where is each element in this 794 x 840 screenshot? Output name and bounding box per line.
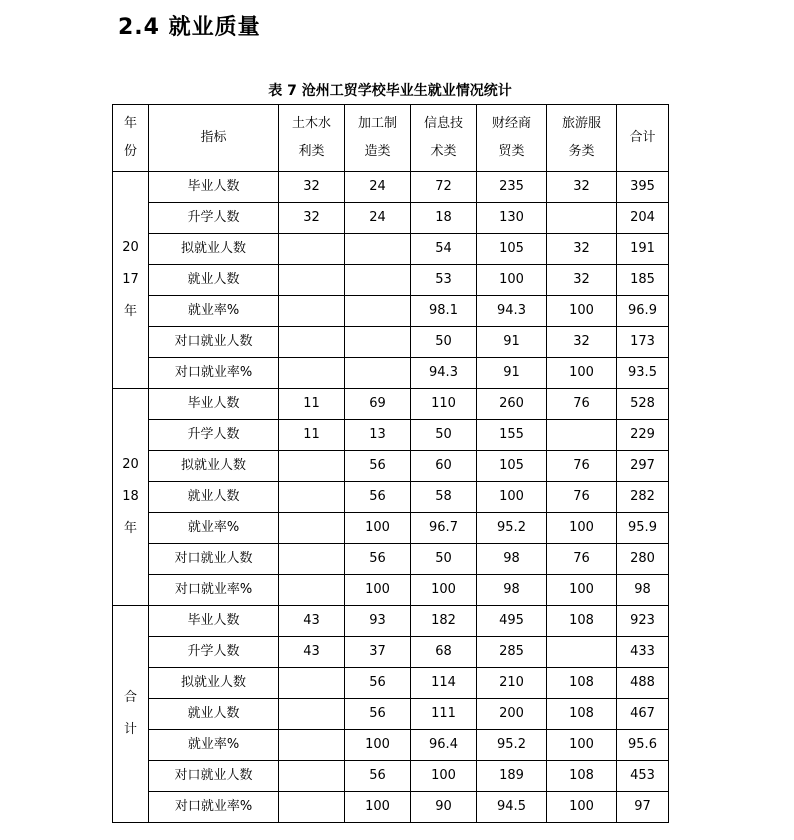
table-row [113,668,669,699]
total-cell: 95.9 [617,513,669,544]
indicator-cell: 就业率% [149,296,279,327]
value-cell: 13 [345,420,411,451]
value-cell: 108 [547,761,617,792]
table-row [113,358,669,389]
value-cell: 285 [477,637,547,668]
value-cell: 100 [411,761,477,792]
header-year: 年 份 [113,105,149,172]
value-cell: 100 [547,296,617,327]
value-cell [279,234,345,265]
value-cell: 69 [345,389,411,420]
value-cell: 105 [477,234,547,265]
table-row [113,327,669,358]
value-cell: 54 [411,234,477,265]
value-cell: 108 [547,668,617,699]
value-cell: 94.5 [477,792,547,823]
indicator-cell: 就业率% [149,513,279,544]
value-cell [279,358,345,389]
value-cell: 91 [477,358,547,389]
header-col-tourism: 旅游服 务类 [547,105,617,172]
indicator-cell: 毕业人数 [149,606,279,637]
value-cell: 182 [411,606,477,637]
value-cell: 18 [411,203,477,234]
table-row [113,265,669,296]
indicator-cell: 对口就业率% [149,792,279,823]
section-title: 2.4 就业质量 [118,15,261,40]
value-cell [547,637,617,668]
indicator-cell: 升学人数 [149,637,279,668]
table-row [113,792,669,823]
value-cell: 155 [477,420,547,451]
table-row [113,203,669,234]
value-cell [279,668,345,699]
total-cell: 453 [617,761,669,792]
table-row [113,420,669,451]
value-cell: 100 [345,792,411,823]
value-cell: 50 [411,420,477,451]
total-cell: 93.5 [617,358,669,389]
value-cell: 56 [345,761,411,792]
total-cell: 297 [617,451,669,482]
value-cell: 56 [345,482,411,513]
value-cell: 100 [477,265,547,296]
indicator-cell: 就业人数 [149,482,279,513]
value-cell: 24 [345,172,411,203]
value-cell: 76 [547,451,617,482]
value-cell: 58 [411,482,477,513]
value-cell: 43 [279,606,345,637]
value-cell: 96.7 [411,513,477,544]
year-group-label: 20 17 年 [113,172,149,389]
total-cell: 433 [617,637,669,668]
table-row [113,575,669,606]
total-cell: 395 [617,172,669,203]
value-cell: 95.2 [477,730,547,761]
value-cell: 50 [411,327,477,358]
value-cell: 94.3 [477,296,547,327]
total-cell: 229 [617,420,669,451]
indicator-cell: 升学人数 [149,203,279,234]
value-cell [279,699,345,730]
total-cell: 923 [617,606,669,637]
value-cell: 100 [345,730,411,761]
table-row [113,296,669,327]
value-cell: 100 [547,358,617,389]
value-cell: 11 [279,420,345,451]
value-cell: 90 [411,792,477,823]
table-row [113,699,669,730]
total-cell: 95.6 [617,730,669,761]
value-cell [279,265,345,296]
value-cell: 68 [411,637,477,668]
total-cell: 185 [617,265,669,296]
total-cell: 97 [617,792,669,823]
value-cell: 100 [345,513,411,544]
table-row [113,730,669,761]
value-cell: 235 [477,172,547,203]
value-cell: 76 [547,482,617,513]
indicator-cell: 拟就业人数 [149,668,279,699]
value-cell: 72 [411,172,477,203]
value-cell: 111 [411,699,477,730]
table-row [113,606,669,637]
value-cell [279,544,345,575]
total-cell: 96.9 [617,296,669,327]
table-row [113,451,669,482]
employment-stats-table [112,104,669,823]
value-cell: 105 [477,451,547,482]
value-cell [547,203,617,234]
value-cell [345,265,411,296]
value-cell [279,575,345,606]
total-cell: 191 [617,234,669,265]
value-cell [279,761,345,792]
value-cell: 32 [279,203,345,234]
header-col-finance: 财经商 贸类 [477,105,547,172]
indicator-cell: 就业率% [149,730,279,761]
value-cell: 100 [411,575,477,606]
value-cell: 11 [279,389,345,420]
value-cell: 43 [279,637,345,668]
value-cell: 94.3 [411,358,477,389]
value-cell: 56 [345,668,411,699]
year-group-label: 20 18 年 [113,389,149,606]
value-cell [345,327,411,358]
value-cell [345,358,411,389]
indicator-cell: 对口就业率% [149,575,279,606]
value-cell [279,482,345,513]
value-cell: 56 [345,544,411,575]
value-cell [279,730,345,761]
value-cell: 56 [345,451,411,482]
value-cell [279,451,345,482]
value-cell: 100 [547,575,617,606]
total-cell: 204 [617,203,669,234]
value-cell: 32 [547,234,617,265]
header-indicator: 指标 [149,105,279,172]
value-cell: 91 [477,327,547,358]
value-cell [279,296,345,327]
indicator-cell: 就业人数 [149,699,279,730]
value-cell: 95.2 [477,513,547,544]
total-cell: 488 [617,668,669,699]
value-cell: 100 [547,513,617,544]
indicator-cell: 升学人数 [149,420,279,451]
value-cell: 98 [477,544,547,575]
value-cell: 60 [411,451,477,482]
indicator-cell: 对口就业人数 [149,544,279,575]
value-cell: 32 [547,327,617,358]
value-cell [345,296,411,327]
value-cell: 53 [411,265,477,296]
value-cell: 114 [411,668,477,699]
year-group-label: 合 计 [113,606,149,823]
value-cell: 56 [345,699,411,730]
indicator-cell: 拟就业人数 [149,451,279,482]
total-cell: 98 [617,575,669,606]
value-cell: 32 [547,265,617,296]
table-row [113,513,669,544]
indicator-cell: 对口就业人数 [149,761,279,792]
value-cell [279,327,345,358]
value-cell: 96.4 [411,730,477,761]
indicator-cell: 对口就业人数 [149,327,279,358]
total-cell: 467 [617,699,669,730]
value-cell [345,234,411,265]
value-cell: 93 [345,606,411,637]
total-cell: 173 [617,327,669,358]
value-cell: 24 [345,203,411,234]
table-caption: 表 7 沧州工贸学校毕业生就业情况统计 [268,83,512,99]
header-col-civil: 土木水 利类 [279,105,345,172]
value-cell: 98 [477,575,547,606]
value-cell: 37 [345,637,411,668]
table-row [113,482,669,513]
value-cell: 98.1 [411,296,477,327]
indicator-cell: 毕业人数 [149,172,279,203]
value-cell [279,513,345,544]
value-cell: 189 [477,761,547,792]
value-cell: 32 [547,172,617,203]
indicator-cell: 对口就业率% [149,358,279,389]
header-col-it: 信息技 术类 [411,105,477,172]
value-cell [547,420,617,451]
value-cell: 100 [547,792,617,823]
value-cell: 210 [477,668,547,699]
value-cell: 130 [477,203,547,234]
table-row [113,544,669,575]
table-row [113,234,669,265]
table-row [113,637,669,668]
header-col-manufacturing: 加工制 造类 [345,105,411,172]
value-cell: 260 [477,389,547,420]
value-cell: 76 [547,389,617,420]
header-row [113,105,669,172]
indicator-cell: 拟就业人数 [149,234,279,265]
header-total: 合计 [617,105,669,172]
value-cell: 32 [279,172,345,203]
value-cell: 495 [477,606,547,637]
value-cell: 108 [547,606,617,637]
value-cell: 100 [345,575,411,606]
value-cell: 100 [547,730,617,761]
total-cell: 282 [617,482,669,513]
total-cell: 280 [617,544,669,575]
value-cell: 100 [477,482,547,513]
indicator-cell: 毕业人数 [149,389,279,420]
indicator-cell: 就业人数 [149,265,279,296]
table-row [113,172,669,203]
table-row [113,761,669,792]
value-cell: 110 [411,389,477,420]
table-row [113,389,669,420]
value-cell: 200 [477,699,547,730]
value-cell [279,792,345,823]
total-cell: 528 [617,389,669,420]
value-cell: 108 [547,699,617,730]
value-cell: 50 [411,544,477,575]
value-cell: 76 [547,544,617,575]
